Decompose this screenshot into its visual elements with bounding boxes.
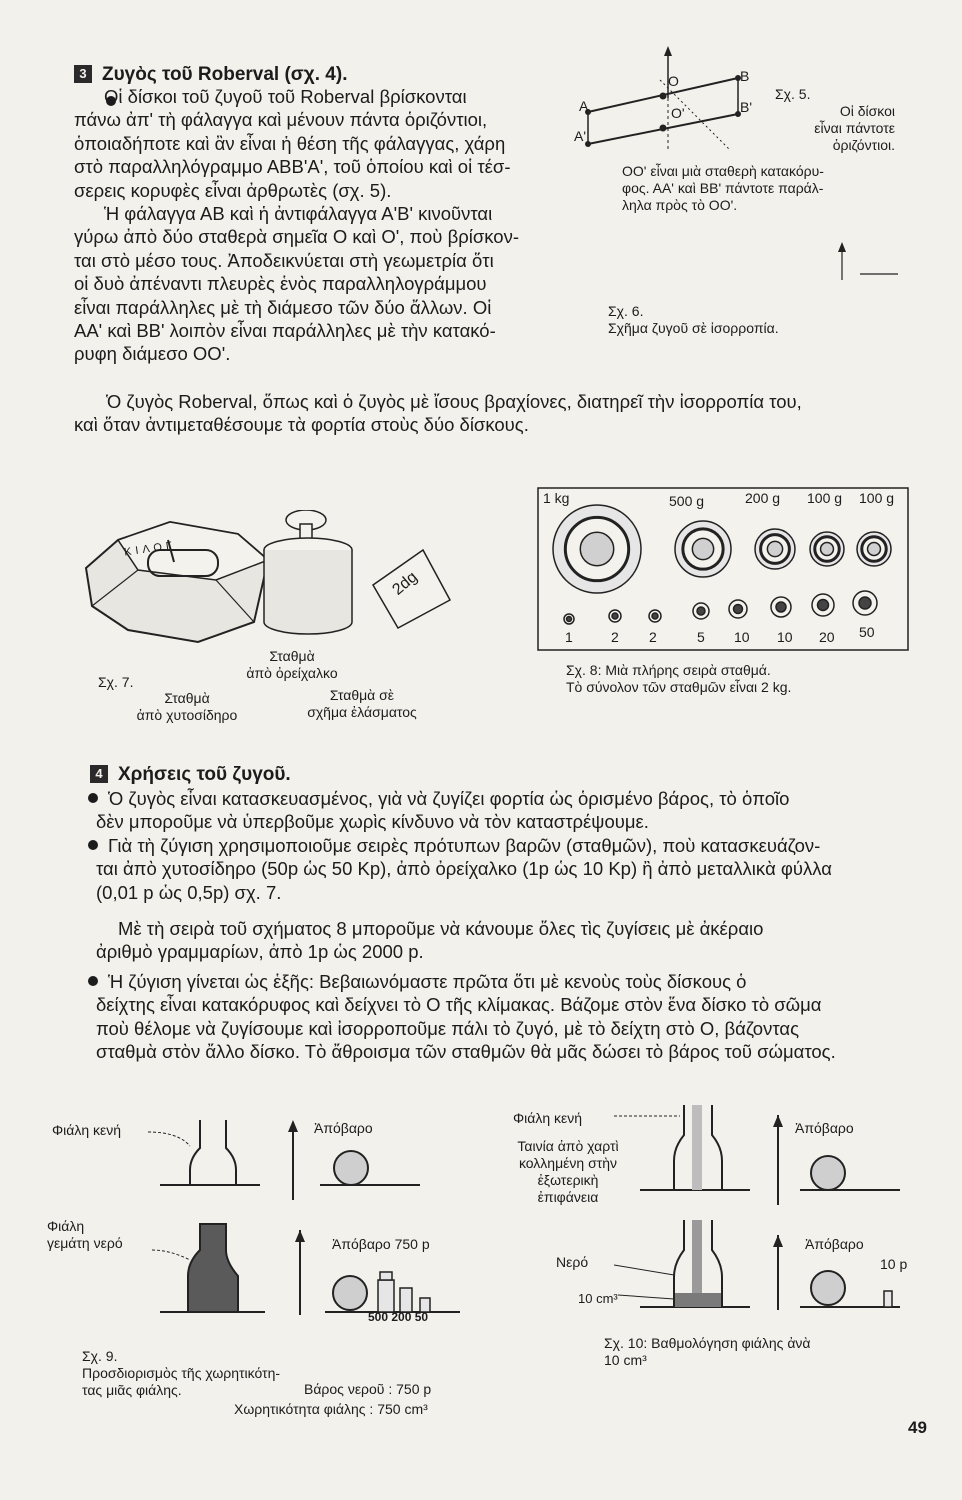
fig5-label-a: A xyxy=(579,98,589,114)
section-3-heading xyxy=(74,63,347,87)
section-3-text: Οἱ δίσκοι τοῦ ζυγοῦ τοῦ Roberval βρίσκονται πάνω ἀπ' τὴ φάλαγγα καὶ μένουν πάντα ὁριζόντιοι, ὁποιαδήποτε καὶ ἂν εἶναι ἡ θέση τῆς φάλαγγας, χάρη στὸ παραλληλόγραμμο ΑΒΒ'Α', τοῦ ὁποίου καὶ οἱ τέσ- σερεις κορυφὲς εἶναι ἀρθρωτὲς (σχ. 5). Ἡ φάλαγγα ΑΒ καὶ ἡ ἀντιφάλαγγα Α'Β' κινοῦνται γύρω ἀπὸ δύο σταθερὰ σημεῖα Ο καὶ Ο', ποὺ βρίσκον- ται στὸ μέσο τους. Ἀποδεικνύεται στὴ γεωμετρία ὅτι οἱ δυὸ ἀπέναντι πλευρὲς ἑνὸς παραλληλογράμμου εἶναι παράλληλες μὲ τὴ διάμεσο τῶν δύο ἄλλων. Οἱ ΑΑ' καὶ ΒΒ' λοιπὸν εἶναι παράλληλες μὲ τὴν κατακό- ρυφη διάμεσο ΟΟ'. xyxy=(74,86,519,365)
fig7-sheet-label: Σταθμὰ σὲ σχῆμα ἐλάσματος xyxy=(307,687,417,720)
weight-label: 5 xyxy=(697,629,705,645)
weight-label: 50 xyxy=(859,624,875,640)
fig8-caption: Σχ. 8: Μιὰ πλήρης σειρὰ σταθμά. Τὸ σύνολον τῶν σταθμῶν εἶναι 2 kg. xyxy=(566,662,792,695)
fig9-weights-label: 500 200 50 xyxy=(368,1310,429,1324)
fig10-tare-label: Ἀπόβαρο xyxy=(795,1120,854,1136)
page-number: 49 xyxy=(908,1418,927,1437)
fig5-label-o-prime: O' xyxy=(671,105,685,121)
weight-label: 10 xyxy=(734,629,750,645)
weight-label: 1 xyxy=(565,629,573,645)
section-title: Ζυγὸς τοῦ Roberval (σχ. 4). xyxy=(102,64,348,85)
fig5-label-b-prime: B' xyxy=(740,99,753,115)
fig7-brass-label: Σταθμὰ ἀπὸ ὀρείχαλκο xyxy=(246,648,338,681)
sheet-marking: 2dg xyxy=(389,568,421,599)
hex-marking: ΚΙΛΟΓ xyxy=(123,539,177,559)
fig10-water-label: Νερό xyxy=(556,1254,589,1270)
weight-label: 20 xyxy=(819,629,835,645)
fig7-cast-iron-label: Σταθμὰ ἀπὸ χυτοσίδηρο xyxy=(136,690,238,723)
fig5-label-o: O xyxy=(668,73,679,89)
fig9-water-weight: Βάρος νεροῦ : 750 p xyxy=(304,1381,432,1397)
weight-label: 10 xyxy=(777,629,793,645)
fig8-labels xyxy=(537,487,909,651)
fig5-title: Σχ. 5. xyxy=(775,86,811,102)
fig5-diagram xyxy=(560,40,780,155)
section-number: 4 xyxy=(90,765,108,783)
fig5-caption: Οἱ δίσκοι εἶναι πάντοτε ὁριζόντιοι. xyxy=(814,103,895,153)
weight-label: 500 g xyxy=(669,493,705,509)
fig9-caption: Σχ. 9. Προσδιορισμὸς τῆς χωρητικότη- τας μιᾶς φιάλης. xyxy=(82,1348,281,1398)
fig7-title: Σχ. 7. xyxy=(98,674,134,690)
fig10-tare2-label: Ἀπόβαρο xyxy=(805,1236,864,1252)
fig10-weight-label: 10 p xyxy=(880,1256,908,1272)
fig10-tape-label: Ταινία ἀπὸ χαρτὶ κολλημένη στὴν ἐξωτερικὴ ἐπιφάνεια xyxy=(517,1138,619,1205)
section-3-conclusion: Ὁ ζυγὸς Roberval, ὅπως καὶ ὁ ζυγὸς μὲ ἴσους βραχίονες, διατηρεῖ τὴν ἰσορροπία του, καὶ ὅταν ἀντιμεταθέσουμε τὰ φορτία στοὺς δύο δίσκους. xyxy=(74,391,802,436)
fig5-note: ΟΟ' εἶναι μιὰ σταθερὴ κατακόρυ- φος. ΑΑ' καὶ ΒΒ' πάντοτε παράλ- ληλα πρὸς τὸ ΟΟ'. xyxy=(622,163,824,213)
fig6-sketch xyxy=(820,240,900,290)
cast-iron-weight xyxy=(86,522,268,642)
fig5-label-a-prime: A' xyxy=(574,128,587,144)
fig9-empty-bottle-label: Φιάλη κενή xyxy=(52,1122,122,1138)
section-title: Χρήσεις τοῦ ζυγοῦ. xyxy=(118,764,291,785)
fig9-capacity: Χωρητικότητα φιάλης : 750 cm³ xyxy=(234,1401,428,1417)
section-4-p2: Γιὰ τὴ ζύγιση χρησιμοποιοῦμε σειρὲς πρότυπων βαρῶν (σταθμῶν), ποὺ κατασκευάζον- ται ἀπὸ χυτοσίδηρο (50p ὡς 50 Kp), ἀπὸ ὀρείχαλκο (1p ὡς 10 Kp) ἢ ἀπὸ μεταλλικὰ φύλλα (0,01 p ὡς 0,5p) σχ. 7. xyxy=(88,834,832,904)
fig9-full-bottle-label: Φιάλη γεμάτη νερό xyxy=(47,1218,123,1251)
weight-label: 100 g xyxy=(807,490,843,506)
weight-label: 2 xyxy=(611,629,619,645)
section-4-p1: Ὁ ζυγὸς εἶναι κατασκευασμένος, γιὰ νὰ ζυγίζει φορτία ὡς ὁρισμένο βάρος, τὸ ὁποῖο δὲν μποροῦμε νὰ ὑπερβοῦμε χωρὶς κίνδυνο νὰ τὸν καταστρέψουμε. xyxy=(88,787,789,834)
fig10-caption: Σχ. 10: Βαθμολόγηση φιάλης ἀνὰ 10 cm³ xyxy=(604,1335,811,1368)
section-number: 3 xyxy=(74,65,92,83)
fig10-volume-label: 10 cm³ xyxy=(578,1291,618,1306)
weight-label: 200 g xyxy=(745,490,781,506)
fig10-diagram xyxy=(600,1095,920,1325)
fig9-tare-label: Ἀπόβαρο xyxy=(314,1120,373,1136)
brass-weight xyxy=(264,510,352,634)
weight-label: 2 xyxy=(649,629,657,645)
weight-label: 1 kg xyxy=(543,490,570,506)
section-4-heading xyxy=(90,763,291,787)
fig10-empty-bottle-label: Φιάλη κενή xyxy=(513,1110,583,1126)
section-4-p4: Ἡ ζύγιση γίνεται ὡς ἑξῆς: Βεβαιωνόμαστε πρῶτα ὅτι μὲ κενοὺς τοὺς δίσκους ὁ δείχτης εἶναι κατακόρυφος καὶ δείχνει τὸ Ο τῆς κλίμακας. Βάζομε στὸν ἕνα δίσκο τὸ σῶμα ποὺ θέλομε νὰ ζυγίσουμε καὶ ἰσορροποῦμε πάλι τὸ ζυγό, μὲ τὸ δείχτη στὸ Ο, βάζοντας σταθμὰ στὸν ἄλλο δίσκο. Τὸ ἄθροισμα τῶν σταθμῶν θὰ μᾶς δώσει τὸ βάρος τοῦ σώματος. xyxy=(88,970,836,1064)
fig9-tare-750-label: Ἀπόβαρο 750 p xyxy=(332,1236,430,1252)
fig6-caption: Σχ. 6. Σχῆμα ζυγοῦ σὲ ἰσορροπία. xyxy=(608,303,779,336)
section-4-p3: Μὲ τὴ σειρὰ τοῦ σχήματος 8 μποροῦμε νὰ κάνουμε ὅλες τὶς ζυγίσεις μὲ ἀκέραιο ἀριθμὸ γραμμαρίων, ἀπὸ 1p ὡς 2000 p. xyxy=(96,918,764,963)
weight-label: 100 g xyxy=(859,490,895,506)
fig5-label-b: B xyxy=(740,68,750,84)
